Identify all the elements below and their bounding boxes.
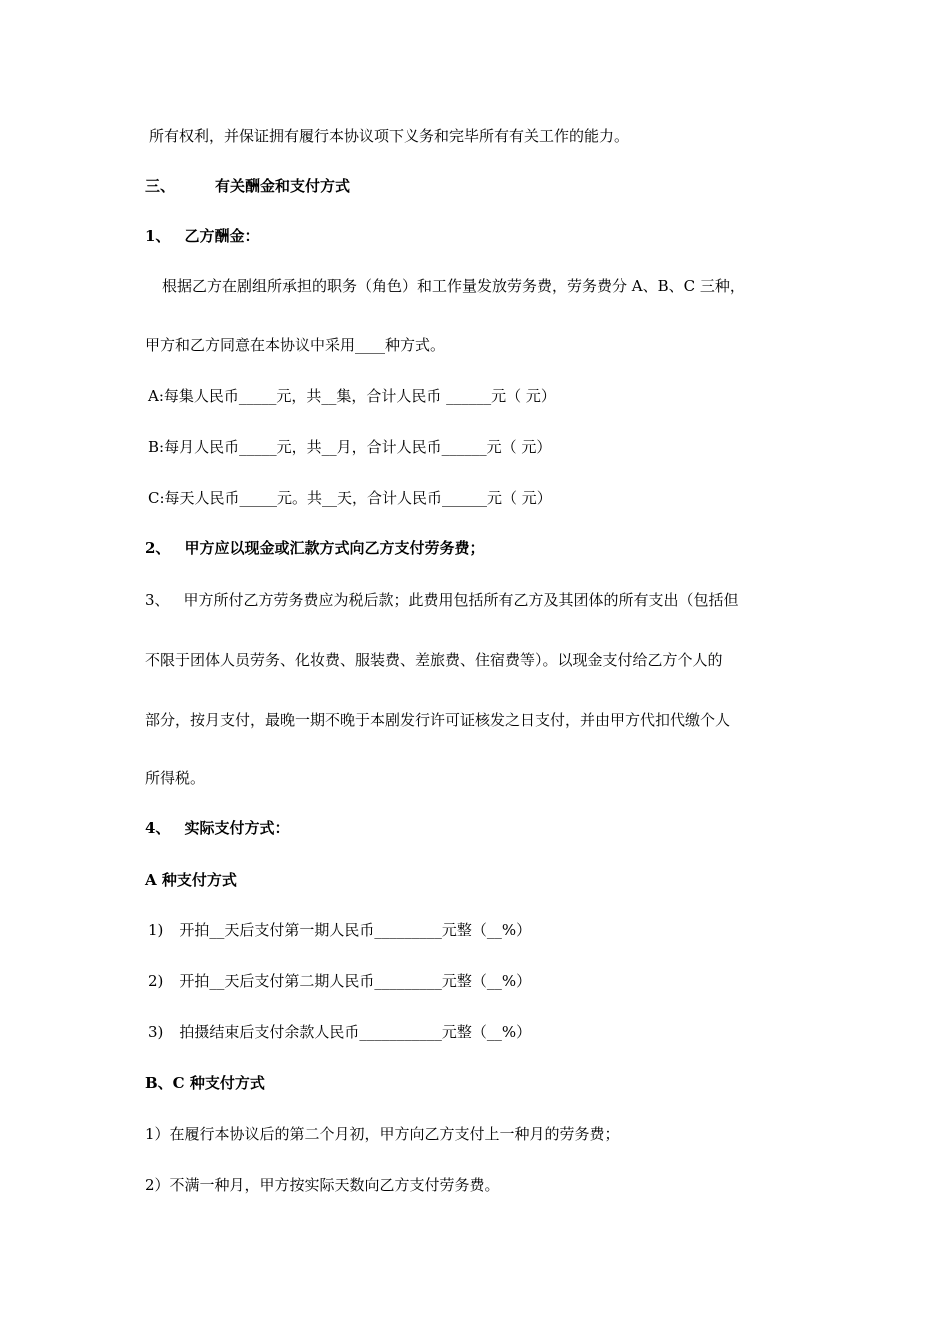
option-text: C:每天人民币_____元。共__天，合计人民币______元（ 元） bbox=[148, 489, 552, 507]
step-number: 3) bbox=[148, 1023, 164, 1041]
item-1-heading bbox=[145, 226, 259, 246]
section-3-heading bbox=[145, 176, 350, 196]
paragraph-remuneration bbox=[162, 276, 745, 296]
step-text: 开拍__天后支付第一期人民币_________元整（__%） bbox=[179, 921, 532, 939]
item-text: 甲方所付乙方劳务费应为税后款；此费用包括所有乙方及其团体的所有支出（包括但 bbox=[183, 591, 739, 609]
item-number: 1、 bbox=[145, 227, 171, 245]
payment-bc-step-2 bbox=[145, 1175, 500, 1195]
option-text: A:每集人民币_____元，共__集，合计人民币 ______元（ 元） bbox=[148, 387, 556, 405]
item-3-continuation-1 bbox=[145, 650, 723, 670]
payment-bc-step-1 bbox=[145, 1124, 620, 1144]
step-number: 1) bbox=[148, 921, 164, 939]
paragraph-text: 部分，按月支付，最晚一期不晚于本剧发行许可证核发之日支付，并由甲方代扣代缴个人 bbox=[145, 711, 731, 729]
paragraph-text: 根据乙方在剧组所承担的职务（角色）和工作量发放劳务费，劳务费分 A、B、C 三种， bbox=[162, 277, 745, 295]
paragraph-rights bbox=[149, 126, 629, 146]
item-3-line bbox=[145, 590, 739, 610]
payment-a-step-2 bbox=[148, 971, 531, 991]
item-3-continuation-2 bbox=[145, 710, 730, 730]
item-3-continuation-3 bbox=[145, 768, 205, 788]
payment-bc-heading bbox=[145, 1073, 265, 1093]
section-title: 有关酬金和支付方式 bbox=[215, 177, 351, 195]
item-number: 3、 bbox=[145, 591, 170, 609]
item-number: 2、 bbox=[145, 539, 171, 557]
step-text: 1）在履行本协议后的第二个月初，甲方向乙方支付上一种月的劳务费； bbox=[145, 1125, 620, 1143]
step-text: 拍摄结束后支付余款人民币___________元整（__%） bbox=[179, 1023, 532, 1041]
option-b-line bbox=[148, 437, 551, 457]
option-text: B:每月人民币_____元，共__月，合计人民币______元（ 元） bbox=[148, 438, 552, 456]
item-2-line bbox=[145, 538, 484, 558]
heading-text: A 种支付方式 bbox=[145, 871, 237, 889]
step-text: 2）不满一种月，甲方按实际天数向乙方支付劳务费。 bbox=[145, 1176, 500, 1194]
payment-a-step-3 bbox=[148, 1022, 531, 1042]
item-title: 实际支付方式： bbox=[184, 819, 290, 837]
payment-a-heading bbox=[145, 870, 237, 890]
step-text: 开拍__天后支付第二期人民币_________元整（__%） bbox=[179, 972, 532, 990]
item-number: 4、 bbox=[145, 819, 171, 837]
option-a-line bbox=[148, 386, 556, 406]
paragraph-text: 不限于团体人员劳务、化妆费、服装费、差旅费、住宿费等）。以现金支付给乙方个人的 bbox=[145, 651, 723, 669]
item-4-heading bbox=[145, 818, 289, 838]
payment-a-step-1 bbox=[148, 920, 531, 940]
item-text: 甲方应以现金或汇款方式向乙方支付劳务费； bbox=[184, 539, 485, 557]
paragraph-text: 甲方和乙方同意在本协议中采用____种方式。 bbox=[145, 336, 446, 354]
step-number: 2) bbox=[148, 972, 164, 990]
paragraph-text: 所有权利，并保证拥有履行本协议项下义务和完毕所有有关工作的能力。 bbox=[149, 127, 630, 145]
heading-text: B、C 种支付方式 bbox=[145, 1074, 265, 1092]
paragraph-text: 所得税。 bbox=[145, 769, 206, 787]
option-c-line bbox=[148, 488, 552, 508]
section-number: 三、 bbox=[145, 177, 176, 195]
item-title: 乙方酬金： bbox=[184, 227, 260, 245]
paragraph-method-choice bbox=[145, 335, 445, 355]
